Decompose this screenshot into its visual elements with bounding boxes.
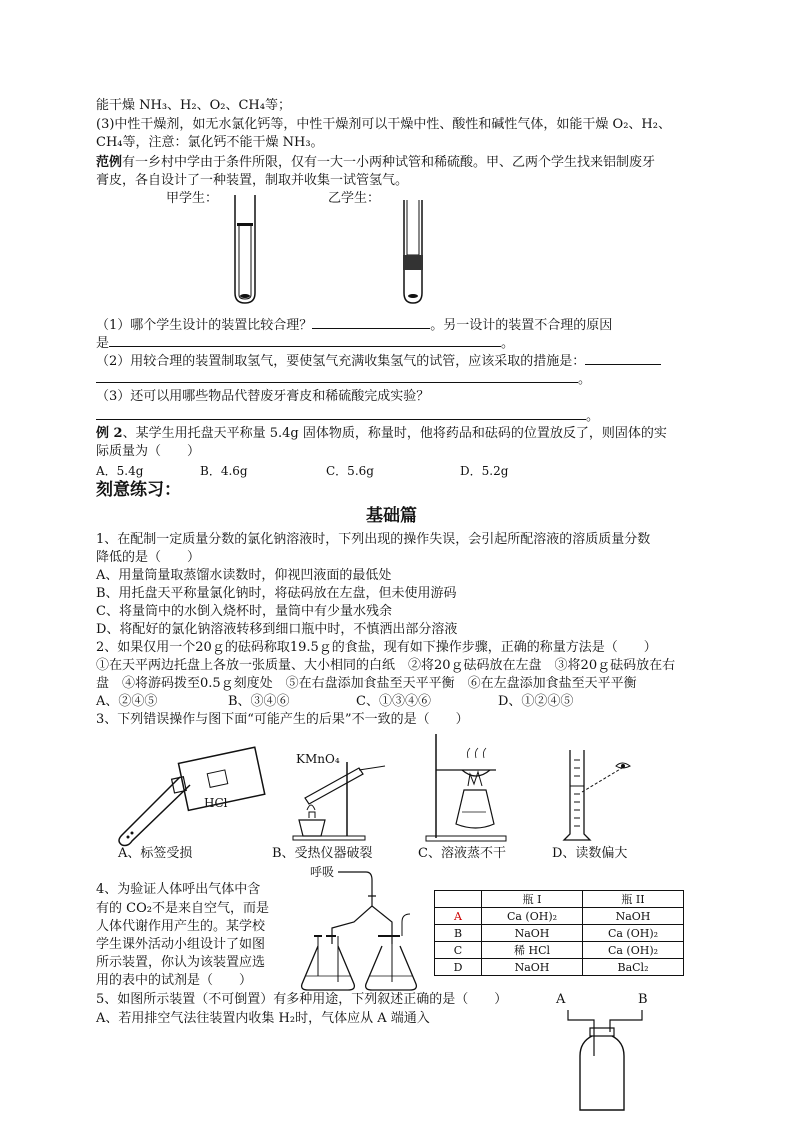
table-cell: Ca (OH)₂ (583, 925, 684, 942)
option-line: B、用托盘天平称量氯化钠时，将砝码放在左盘，但未使用游码 (96, 586, 457, 601)
answer-blank[interactable] (109, 334, 501, 347)
table-cell: B (435, 925, 482, 942)
question-1-line-2 (96, 334, 514, 352)
text-span: （2）用较合理的装置制取氢气，要使氢气充满收集氢气的试管，应该采取的措施是： (96, 354, 586, 369)
hcl-label: HCl (204, 796, 228, 810)
text-line: 能干燥 NH₃、H₂、O₂、CH₄等； (96, 98, 291, 113)
figure-q4-two-flasks (296, 866, 426, 996)
text-line: 学生课外活动小组设计了如图 (96, 937, 266, 952)
text-span: 有一乡村中学由于条件所限，仅有一大一小两种试管和稀硫酸。甲、乙两个学生找来铝制废牙 (122, 155, 656, 170)
text-line: CH₄等，注意：氯化钙不能干燥 NH₃。 (96, 135, 324, 150)
text-line: A、若用排空气法往装置内收集 H₂时，气体应从 A 端通入 (96, 1011, 430, 1026)
text-line: 4、为验证人体呼出气体中含 (96, 882, 261, 897)
text-line: 有的 CO₂不是来自空气，而是 (96, 901, 269, 916)
text-line: 人体代谢作用产生的。某学校 (96, 919, 266, 934)
table-row (435, 908, 684, 925)
option-line: C、将量筒中的水倒入烧杯时，量筒中有少量水残余 (96, 604, 392, 619)
text-line: (3)中性干燥剂，如无水氯化钙等，中性干燥剂可以干燥中性、酸性和碱性气体，如能干燥 O₂、H₂、 (96, 117, 671, 132)
example-2-line (96, 426, 667, 442)
table-row (435, 925, 684, 942)
text-line: 1、在配制一定质量分数的氯化钠溶液时，下列出现的操作失误，会引起所配溶液的溶质质量分数 (96, 532, 651, 547)
figure-q5-gas-bottle (560, 1006, 660, 1116)
table-cell (435, 891, 482, 908)
answer-blank[interactable] (96, 370, 578, 383)
port-b-label: B (638, 992, 648, 1007)
example-1-line (96, 155, 655, 171)
text-span: 、某学生用托盘天平称量 5.4g 固体物质，称量时，他将药品和砝码的位置放反了，则固体的实 (122, 426, 667, 441)
reagent-table (434, 890, 684, 976)
option: C．5.6g (326, 464, 374, 478)
test-tube-figure-b (393, 195, 433, 307)
option: A、②④⑤ (96, 694, 158, 709)
kmno4-label: KMnO₄ (296, 752, 340, 766)
text-span: 。 (501, 336, 515, 351)
question-3-line-2 (96, 407, 599, 425)
option: D、①②④⑤ (498, 694, 574, 709)
table-header-cell: 瓶 II (583, 891, 684, 908)
table-cell: Ca (OH)₂ (482, 908, 583, 925)
question-2-line (96, 352, 661, 370)
option: B、③④⑥ (228, 694, 290, 709)
option: A．5.4g (96, 464, 144, 478)
text-line: 2、如果仅用一个20ｇ的砝码称取19.5ｇ的食盐，现有如下操作步骤，正确的称量方法是（ ） (96, 640, 657, 655)
answer-blank[interactable] (96, 407, 586, 420)
answer-blank[interactable] (312, 316, 430, 329)
figure-c-evaporation-apparatus (424, 728, 514, 844)
question-2-line-2 (96, 370, 591, 388)
table-cell: 稀 HCl (482, 942, 583, 959)
figure-d-graduated-cylinder (560, 746, 640, 844)
table-cell: NaOH (482, 959, 583, 976)
port-a-label: A (556, 992, 566, 1007)
text-span: 。 (578, 372, 592, 387)
table-cell: NaOH (583, 908, 684, 925)
table-cell: A (435, 908, 482, 925)
option-line: A、用量筒量取蒸馏水读数时，仰视凹液面的最低处 (96, 568, 392, 583)
caption-b: B、受热仪器破裂 (272, 846, 373, 861)
table-cell: NaOH (482, 925, 583, 942)
text-span: 。另一设计的装置不合理的原因 (430, 318, 613, 333)
text-line: 降低的是（ ） (96, 550, 201, 565)
text-line: ①在天平两边托盘上各放一张质量、大小相同的白纸 ②将20ｇ砝码放在左盘 ③将20ｇ砝码放在右 (96, 658, 676, 673)
test-tube-figure-a (225, 195, 265, 307)
text-span: 。 (586, 409, 600, 424)
table-row (435, 942, 684, 959)
section-heading: 刻意练习： (96, 480, 181, 500)
table-cell: D (435, 959, 482, 976)
subsection-heading: 基础篇 (366, 506, 417, 526)
table-cell: C (435, 942, 482, 959)
table-header-cell: 瓶 I (482, 891, 583, 908)
option: D．5.2g (460, 464, 509, 478)
question-1-line (96, 316, 612, 334)
figure-b-heating-apparatus (285, 760, 395, 842)
question-3-line: （3）还可以用哪些物品代替废牙膏皮和稀硫酸完成实验？ (96, 389, 430, 404)
text-line: 用的表中的试剂是（ ） (96, 973, 253, 988)
caption-a: A、标签受损 (118, 846, 193, 861)
table-header-row (435, 891, 684, 908)
text-line: 际质量为（ ） (96, 444, 201, 459)
caption-d: D、读数偏大 (552, 846, 628, 861)
table-cell: Ca (OH)₂ (583, 942, 684, 959)
text-line: 盘 ④将游码拨至0.5ｇ刻度处 ⑤在右盘添加食盐至天平平衡 ⑥在左盘添加食盐至天平平衡 (96, 676, 637, 691)
answer-blank[interactable] (585, 352, 661, 365)
option: B．4.6g (200, 464, 248, 478)
figure-a-pouring-bottle (110, 745, 260, 845)
breath-label: 呼吸 (310, 865, 335, 879)
text-span: 是 (96, 336, 110, 351)
student-b-label: 乙学生： (328, 191, 381, 206)
option-line: D、将配好的氯化钠溶液转移到细口瓶中时，不慎洒出部分溶液 (96, 622, 458, 637)
caption-c: C、溶液蒸不干 (418, 846, 506, 861)
text-line: 5、如图所示装置（不可倒置）有多种用途，下列叙述正确的是（ ） (96, 992, 508, 1007)
table-cell: BaCl₂ (583, 959, 684, 976)
text-line: 膏皮，各自设计了一种装置，制取并收集一试管氢气。 (96, 173, 409, 188)
text-span: （1）哪个学生设计的装置比较合理？ (96, 318, 313, 333)
example-label: 范例 (96, 155, 123, 170)
text-line: 所示装置，你认为该装置应选 (96, 955, 266, 970)
option: C、①③④⑥ (356, 694, 431, 709)
example-label: 例 2 (96, 426, 123, 441)
text-line: 3、下列错误操作与图下面“可能产生的后果”不一致的是（ ） (96, 712, 469, 727)
table-row (435, 959, 684, 976)
student-a-label: 甲学生： (166, 191, 219, 206)
